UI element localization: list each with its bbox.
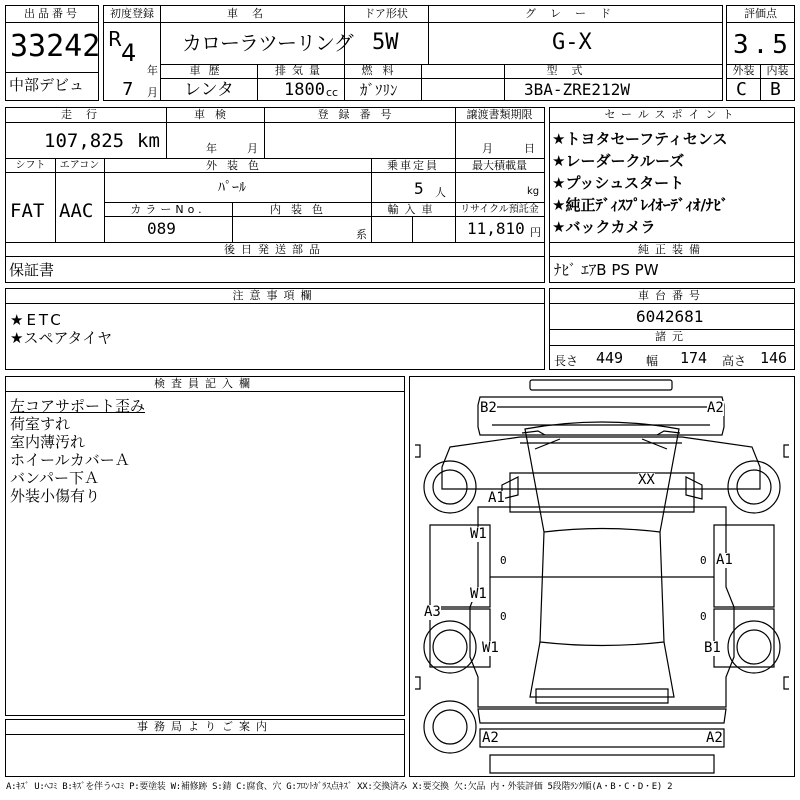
mileage-value: 107,825 xyxy=(44,130,125,152)
sales-item: ★純正ﾃﾞｨｽﾌﾟﾚｲｵｰﾃﾞｨｵ/ﾅﾋﾞ xyxy=(552,196,729,214)
displacement-label: 排気量 xyxy=(275,64,326,77)
car-outline xyxy=(410,377,794,776)
reg-month: 7 xyxy=(122,79,134,100)
damage-diagram xyxy=(409,376,795,777)
sales-item: ★トヨタセーフティセンス xyxy=(552,130,728,148)
inspector-box xyxy=(5,376,405,716)
ac-value: AAC xyxy=(59,200,94,222)
transfer-label: 譲渡書類期限 xyxy=(466,108,533,121)
later-parts-value: 保証書 xyxy=(9,261,55,279)
mark-xx: XX xyxy=(638,472,655,488)
notes-label: 注意事項欄 xyxy=(232,289,318,302)
displacement-value: 1800 xyxy=(284,80,325,100)
mark-zero: 0 xyxy=(700,554,707,567)
sales-item: ★レーダークルーズ xyxy=(552,152,685,170)
int-label: 内装 xyxy=(766,64,789,77)
lot-box xyxy=(5,5,99,101)
door-value: 5W xyxy=(372,30,399,55)
length-label: 長さ xyxy=(554,354,579,368)
score-label: 評価点 xyxy=(744,7,777,20)
mark-zero: 0 xyxy=(700,610,707,623)
fuel-label: 燃料 xyxy=(361,64,404,77)
equipment-value: ﾅﾋﾞ ｴｱB PS PW xyxy=(554,261,659,279)
door-label: ドア形状 xyxy=(364,7,408,20)
exterior-color-label: 外装色 xyxy=(206,159,269,172)
mark-w1-c: W1 xyxy=(482,640,499,656)
score-value: 3.5 xyxy=(733,30,792,60)
import-label: 輸入車 xyxy=(387,203,439,216)
transfer-month: 月 xyxy=(482,142,493,155)
height-value: 146 xyxy=(760,349,788,367)
mark-zero: 0 xyxy=(500,610,507,623)
mark-b2: B2 xyxy=(480,400,497,416)
inspection-month-unit: 月 xyxy=(247,142,258,155)
recycle-label: リサイクル預託金 xyxy=(460,204,539,215)
office-box xyxy=(5,719,405,777)
inspector-item: 外装小傷有り xyxy=(10,487,101,505)
car-name: カローラツーリング xyxy=(182,31,353,55)
inspector-item: 左コアサポート歪み xyxy=(10,397,146,415)
sales-label: セールスポイント xyxy=(604,108,740,121)
lot-number: 33242 xyxy=(10,29,101,64)
sales-item: ★プッシュスタート xyxy=(552,174,685,192)
equipment-label: 純正装備 xyxy=(638,243,706,256)
shift-label: シフト xyxy=(15,160,46,171)
regno-label: 登録番号 xyxy=(317,108,402,121)
interior-color-label: 内装色 xyxy=(270,203,333,216)
mark-a3: A3 xyxy=(424,604,441,620)
vehicle-details xyxy=(5,107,545,283)
exterior-color-value: ﾊﾟｰﾙ xyxy=(218,180,246,196)
mark-zero: 0 xyxy=(500,554,507,567)
mark-w1-a: W1 xyxy=(470,526,487,542)
history-label: 車歴 xyxy=(189,64,228,77)
capacity-label: 乗車定員 xyxy=(387,159,439,172)
shift-value: FAT xyxy=(10,200,45,222)
model-value: 3BA-ZRE212W xyxy=(524,80,630,99)
inspection-label: 車検 xyxy=(194,108,236,121)
model-label: 型式 xyxy=(546,64,597,77)
grade-label: グレード xyxy=(525,7,625,20)
mileage-label: 走行 xyxy=(61,108,111,121)
notes-box xyxy=(5,288,545,370)
debut-tag: 中部デビュ xyxy=(9,76,85,94)
inspector-item: ホイールカバーＡ xyxy=(10,451,130,469)
chassis-number: 6042681 xyxy=(636,307,704,326)
inspector-label: 検査員記入欄 xyxy=(154,377,256,390)
dims-label: 諸元 xyxy=(655,330,689,343)
note-item: ★スペアタイヤ xyxy=(10,329,113,347)
sales-points xyxy=(549,107,795,283)
ext-grade: C xyxy=(736,79,747,100)
mark-a2-bottom-left: A2 xyxy=(482,730,499,746)
color-no-label: カラーNo. xyxy=(130,203,206,216)
mark-a2-top: A2 xyxy=(707,400,724,416)
note-item: ★ETC xyxy=(10,311,64,329)
recycle-unit: 円 xyxy=(530,226,541,239)
width-value: 174 xyxy=(680,349,708,367)
legend-footer: A:ｷｽﾞ U:ﾍｺﾐ B:ｷｽﾞを伴うﾍｺﾐ P:要塗装 W:補修跡 S:錆 C:腐食、穴 G:ﾌﾛﾝﾄｶﾞﾗｽ点ｷｽﾞ XX:交換済み X:要交換 欠:欠品 内・外装評価 5段階ﾗﾝｸ順(A・B・C・D・E) 2 xyxy=(6,782,673,792)
mark-a1-right: A1 xyxy=(716,552,733,568)
car-name-label: 車名 xyxy=(227,7,277,20)
reg-month-unit: 月 xyxy=(147,86,158,99)
inspector-item: 室内薄汚れ xyxy=(10,433,86,451)
lot-label: 出品番号 xyxy=(24,7,80,20)
capacity-unit: 人 xyxy=(435,186,446,199)
int-grade: B xyxy=(770,79,781,100)
inspection-year-unit: 年 xyxy=(206,142,217,155)
reg-year: 4 xyxy=(121,39,137,67)
transfer-day: 日 xyxy=(524,142,535,155)
width-label: 幅 xyxy=(646,354,659,368)
max-load-label: 最大積載量 xyxy=(472,159,527,172)
inspector-item: バンパー下Ａ xyxy=(10,469,99,487)
interior-color-unit: 系 xyxy=(356,228,367,241)
color-no-value: 089 xyxy=(147,219,176,238)
mileage-unit: km xyxy=(137,130,160,152)
inspector-item: 荷室すれ xyxy=(10,415,71,433)
era-letter: R xyxy=(108,27,122,51)
capacity-value: 5 xyxy=(414,179,424,198)
mark-b1: B1 xyxy=(704,640,721,656)
score-box xyxy=(726,5,795,101)
length-value: 449 xyxy=(596,349,624,367)
ext-label: 外装 xyxy=(732,64,755,77)
chassis-label: 車台番号 xyxy=(638,289,706,302)
mark-w1-b: W1 xyxy=(470,586,487,602)
sales-item: ★バックカメラ xyxy=(552,218,656,236)
history-value: レンタ xyxy=(184,80,234,100)
height-label: 高さ xyxy=(722,354,747,368)
first-reg-label: 初度登録 xyxy=(110,7,154,20)
displacement-unit: cc xyxy=(326,86,339,99)
mark-a2-bottom-right: A2 xyxy=(706,730,723,746)
office-label: 事務局よりご案内 xyxy=(137,720,273,733)
later-parts-label: 後日発送部品 xyxy=(224,243,326,256)
reg-year-unit: 年 xyxy=(147,64,158,77)
chassis-box xyxy=(549,288,795,370)
grade-value: G-X xyxy=(552,30,592,55)
header-main xyxy=(103,5,723,101)
mark-a1-left: A1 xyxy=(488,490,505,506)
max-load-unit: kg xyxy=(527,186,540,197)
ac-label: エアコン xyxy=(59,160,100,171)
fuel-value: ｶﾞｿﾘﾝ xyxy=(360,81,398,99)
recycle-value: 11,810 xyxy=(467,219,525,238)
